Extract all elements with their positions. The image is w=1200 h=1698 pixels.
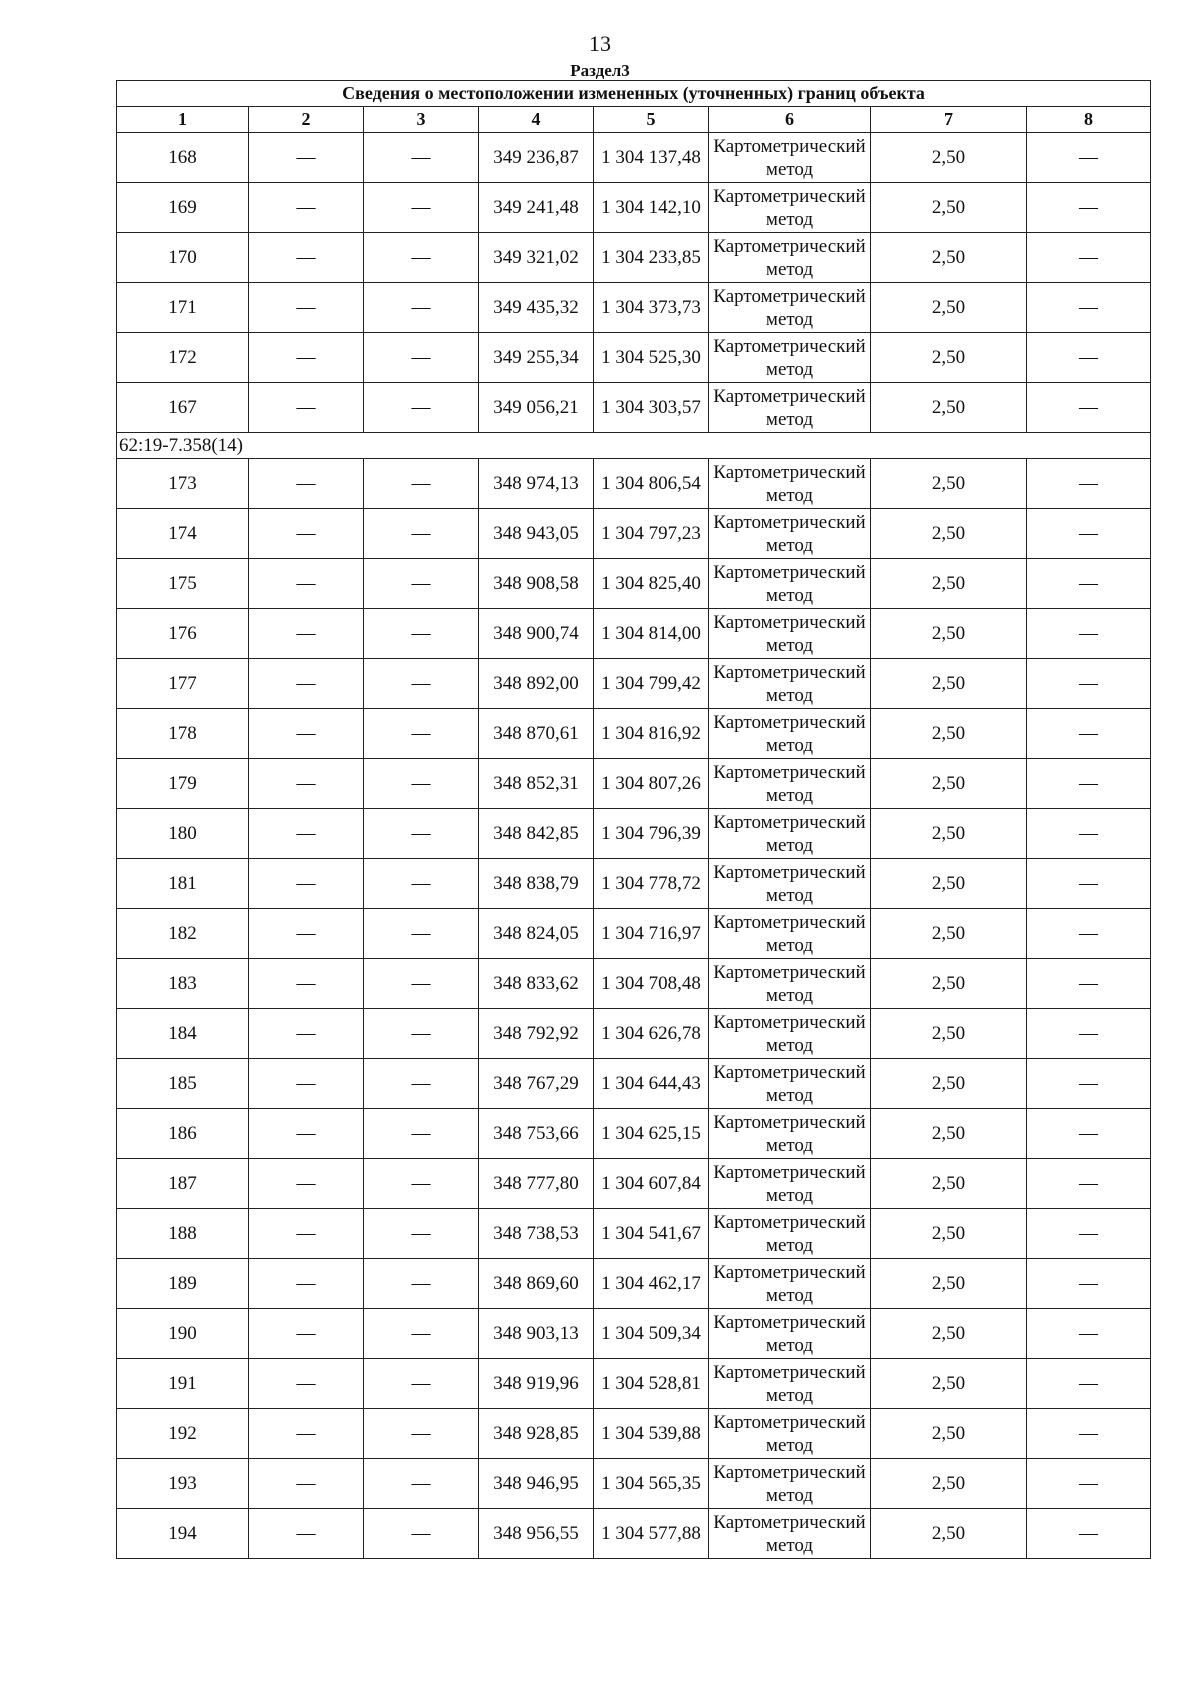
- x-coordinate-cell: 348 892,00: [479, 659, 594, 709]
- table-row: [117, 609, 1151, 659]
- col8-cell: —: [1027, 1309, 1151, 1359]
- col3-cell: —: [364, 1059, 479, 1109]
- table-row: [117, 509, 1151, 559]
- point-number-cell: 172: [117, 333, 249, 383]
- accuracy-cell: 2,50: [871, 283, 1027, 333]
- col3-cell: —: [364, 959, 479, 1009]
- x-coordinate-cell: 348 824,05: [479, 909, 594, 959]
- x-coordinate-cell: 348 870,61: [479, 709, 594, 759]
- col8-cell: —: [1027, 133, 1151, 183]
- accuracy-cell: 2,50: [871, 233, 1027, 283]
- accuracy-cell: 2,50: [871, 509, 1027, 559]
- accuracy-cell: 2,50: [871, 909, 1027, 959]
- method-cell: Картометрический метод: [709, 283, 871, 333]
- accuracy-cell: 2,50: [871, 383, 1027, 433]
- accuracy-cell: 2,50: [871, 759, 1027, 809]
- point-number-cell: 180: [117, 809, 249, 859]
- col8-cell: —: [1027, 183, 1151, 233]
- table-row: [117, 283, 1151, 333]
- col8-cell: —: [1027, 1409, 1151, 1459]
- y-coordinate-cell: 1 304 577,88: [594, 1509, 709, 1559]
- method-cell: Картометрический метод: [709, 459, 871, 509]
- accuracy-cell: 2,50: [871, 1359, 1027, 1409]
- table-row: [117, 1359, 1151, 1409]
- col3-cell: —: [364, 759, 479, 809]
- col8-cell: —: [1027, 459, 1151, 509]
- method-cell: Картометрический метод: [709, 133, 871, 183]
- col3-cell: —: [364, 559, 479, 609]
- x-coordinate-cell: 349 321,02: [479, 233, 594, 283]
- table-row: [117, 1459, 1151, 1509]
- col3-cell: —: [364, 809, 479, 859]
- method-cell: Картометрический метод: [709, 1159, 871, 1209]
- x-coordinate-cell: 348 903,13: [479, 1309, 594, 1359]
- col2-cell: —: [249, 1509, 364, 1559]
- col3-cell: —: [364, 459, 479, 509]
- accuracy-cell: 2,50: [871, 959, 1027, 1009]
- table-row: [117, 859, 1151, 909]
- column-header: 6: [709, 107, 871, 133]
- y-coordinate-cell: 1 304 816,92: [594, 709, 709, 759]
- accuracy-cell: 2,50: [871, 809, 1027, 859]
- col2-cell: —: [249, 1209, 364, 1259]
- method-cell: Картометрический метод: [709, 1059, 871, 1109]
- table-header-row: [117, 107, 1151, 133]
- method-cell: Картометрический метод: [709, 859, 871, 909]
- y-coordinate-cell: 1 304 708,48: [594, 959, 709, 1009]
- col8-cell: —: [1027, 709, 1151, 759]
- col3-cell: —: [364, 1309, 479, 1359]
- x-coordinate-cell: 348 974,13: [479, 459, 594, 509]
- table-row: [117, 233, 1151, 283]
- col8-cell: —: [1027, 233, 1151, 283]
- method-cell: Картометрический метод: [709, 659, 871, 709]
- column-header: 5: [594, 107, 709, 133]
- x-coordinate-cell: 348 753,66: [479, 1109, 594, 1159]
- point-number-cell: 185: [117, 1059, 249, 1109]
- col2-cell: —: [249, 959, 364, 1009]
- point-number-cell: 192: [117, 1409, 249, 1459]
- y-coordinate-cell: 1 304 825,40: [594, 559, 709, 609]
- boundary-coordinates-table: [116, 80, 1151, 1559]
- method-cell: Картометрический метод: [709, 1309, 871, 1359]
- method-cell: Картометрический метод: [709, 1259, 871, 1309]
- col3-cell: —: [364, 133, 479, 183]
- y-coordinate-cell: 1 304 814,00: [594, 609, 709, 659]
- y-coordinate-cell: 1 304 525,30: [594, 333, 709, 383]
- point-number-cell: 191: [117, 1359, 249, 1409]
- col3-cell: —: [364, 283, 479, 333]
- page-number: 13: [589, 31, 611, 56]
- col2-cell: —: [249, 1259, 364, 1309]
- accuracy-cell: 2,50: [871, 459, 1027, 509]
- col2-cell: —: [249, 1459, 364, 1509]
- x-coordinate-cell: 348 842,85: [479, 809, 594, 859]
- col3-cell: —: [364, 659, 479, 709]
- x-coordinate-cell: 348 738,53: [479, 1209, 594, 1259]
- x-coordinate-cell: 348 946,95: [479, 1459, 594, 1509]
- x-coordinate-cell: 348 869,60: [479, 1259, 594, 1309]
- col2-cell: —: [249, 609, 364, 659]
- y-coordinate-cell: 1 304 509,34: [594, 1309, 709, 1359]
- table-row: [117, 133, 1151, 183]
- accuracy-cell: 2,50: [871, 1209, 1027, 1259]
- col2-cell: —: [249, 559, 364, 609]
- col3-cell: —: [364, 859, 479, 909]
- col8-cell: —: [1027, 759, 1151, 809]
- method-cell: Картометрический метод: [709, 1109, 871, 1159]
- table-row: [117, 709, 1151, 759]
- col2-cell: —: [249, 509, 364, 559]
- x-coordinate-cell: 348 792,92: [479, 1009, 594, 1059]
- col3-cell: —: [364, 909, 479, 959]
- col3-cell: —: [364, 1109, 479, 1159]
- col3-cell: —: [364, 1409, 479, 1459]
- method-cell: Картометрический метод: [709, 909, 871, 959]
- method-cell: Картометрический метод: [709, 1409, 871, 1459]
- col2-cell: —: [249, 859, 364, 909]
- col8-cell: —: [1027, 1009, 1151, 1059]
- method-cell: Картометрический метод: [709, 1459, 871, 1509]
- col3-cell: —: [364, 1509, 479, 1559]
- table-row: [117, 383, 1151, 433]
- table-row: [117, 1159, 1151, 1209]
- x-coordinate-cell: 348 919,96: [479, 1359, 594, 1409]
- col8-cell: —: [1027, 283, 1151, 333]
- y-coordinate-cell: 1 304 565,35: [594, 1459, 709, 1509]
- column-header: 1: [117, 107, 249, 133]
- col3-cell: —: [364, 1209, 479, 1259]
- column-header: 4: [479, 107, 594, 133]
- table-row: [117, 1109, 1151, 1159]
- group-label: 62:19-7.358(14): [117, 433, 1151, 459]
- method-cell: Картометрический метод: [709, 383, 871, 433]
- x-coordinate-cell: 348 777,80: [479, 1159, 594, 1209]
- col2-cell: —: [249, 183, 364, 233]
- accuracy-cell: 2,50: [871, 1259, 1027, 1309]
- col3-cell: —: [364, 1159, 479, 1209]
- point-number-cell: 168: [117, 133, 249, 183]
- point-number-cell: 187: [117, 1159, 249, 1209]
- table-row: [117, 1309, 1151, 1359]
- y-coordinate-cell: 1 304 142,10: [594, 183, 709, 233]
- y-coordinate-cell: 1 304 797,23: [594, 509, 709, 559]
- point-number-cell: 186: [117, 1109, 249, 1159]
- col8-cell: —: [1027, 659, 1151, 709]
- col2-cell: —: [249, 909, 364, 959]
- group-row: [117, 433, 1151, 459]
- table-caption-row: [117, 81, 1151, 107]
- y-coordinate-cell: 1 304 303,57: [594, 383, 709, 433]
- point-number-cell: 171: [117, 283, 249, 333]
- method-cell: Картометрический метод: [709, 1009, 871, 1059]
- point-number-cell: 194: [117, 1509, 249, 1559]
- point-number-cell: 189: [117, 1259, 249, 1309]
- point-number-cell: 182: [117, 909, 249, 959]
- col3-cell: —: [364, 1459, 479, 1509]
- x-coordinate-cell: 348 908,58: [479, 559, 594, 609]
- col8-cell: —: [1027, 559, 1151, 609]
- point-number-cell: 184: [117, 1009, 249, 1059]
- table-row: [117, 759, 1151, 809]
- method-cell: Картометрический метод: [709, 1209, 871, 1259]
- y-coordinate-cell: 1 304 541,67: [594, 1209, 709, 1259]
- x-coordinate-cell: 349 056,21: [479, 383, 594, 433]
- accuracy-cell: 2,50: [871, 1509, 1027, 1559]
- accuracy-cell: 2,50: [871, 1309, 1027, 1359]
- x-coordinate-cell: 349 241,48: [479, 183, 594, 233]
- table-row: [117, 559, 1151, 609]
- point-number-cell: 178: [117, 709, 249, 759]
- accuracy-cell: 2,50: [871, 1459, 1027, 1509]
- col8-cell: —: [1027, 1109, 1151, 1159]
- col3-cell: —: [364, 509, 479, 559]
- table-row: [117, 1259, 1151, 1309]
- col2-cell: —: [249, 283, 364, 333]
- col2-cell: —: [249, 333, 364, 383]
- col2-cell: —: [249, 1159, 364, 1209]
- table-row: [117, 459, 1151, 509]
- col8-cell: —: [1027, 333, 1151, 383]
- col8-cell: —: [1027, 1209, 1151, 1259]
- accuracy-cell: 2,50: [871, 859, 1027, 909]
- y-coordinate-cell: 1 304 799,42: [594, 659, 709, 709]
- y-coordinate-cell: 1 304 137,48: [594, 133, 709, 183]
- y-coordinate-cell: 1 304 625,15: [594, 1109, 709, 1159]
- col8-cell: —: [1027, 1159, 1151, 1209]
- accuracy-cell: 2,50: [871, 709, 1027, 759]
- table-row: [117, 183, 1151, 233]
- col8-cell: —: [1027, 1459, 1151, 1509]
- x-coordinate-cell: 349 255,34: [479, 333, 594, 383]
- col8-cell: —: [1027, 909, 1151, 959]
- accuracy-cell: 2,50: [871, 559, 1027, 609]
- accuracy-cell: 2,50: [871, 659, 1027, 709]
- x-coordinate-cell: 348 838,79: [479, 859, 594, 909]
- col2-cell: —: [249, 659, 364, 709]
- accuracy-cell: 2,50: [871, 609, 1027, 659]
- table-row: [117, 809, 1151, 859]
- x-coordinate-cell: 349 435,32: [479, 283, 594, 333]
- y-coordinate-cell: 1 304 644,43: [594, 1059, 709, 1109]
- y-coordinate-cell: 1 304 778,72: [594, 859, 709, 909]
- col2-cell: —: [249, 1359, 364, 1409]
- y-coordinate-cell: 1 304 462,17: [594, 1259, 709, 1309]
- point-number-cell: 167: [117, 383, 249, 433]
- col2-cell: —: [249, 133, 364, 183]
- col2-cell: —: [249, 459, 364, 509]
- table-caption: Сведения о местоположении измененных (уточненных) границ объекта: [117, 81, 1151, 107]
- point-number-cell: 175: [117, 559, 249, 609]
- col3-cell: —: [364, 1009, 479, 1059]
- column-header: 3: [364, 107, 479, 133]
- table-row: [117, 1059, 1151, 1109]
- col3-cell: —: [364, 333, 479, 383]
- method-cell: Картометрический метод: [709, 183, 871, 233]
- col3-cell: —: [364, 1259, 479, 1309]
- col2-cell: —: [249, 383, 364, 433]
- y-coordinate-cell: 1 304 373,73: [594, 283, 709, 333]
- col8-cell: —: [1027, 809, 1151, 859]
- col2-cell: —: [249, 1059, 364, 1109]
- col2-cell: —: [249, 809, 364, 859]
- method-cell: Картометрический метод: [709, 559, 871, 609]
- accuracy-cell: 2,50: [871, 1059, 1027, 1109]
- col3-cell: —: [364, 709, 479, 759]
- accuracy-cell: 2,50: [871, 1159, 1027, 1209]
- section-title: Раздел3: [570, 61, 630, 80]
- col8-cell: —: [1027, 959, 1151, 1009]
- accuracy-cell: 2,50: [871, 1109, 1027, 1159]
- col2-cell: —: [249, 1309, 364, 1359]
- y-coordinate-cell: 1 304 539,88: [594, 1409, 709, 1459]
- col8-cell: —: [1027, 509, 1151, 559]
- point-number-cell: 176: [117, 609, 249, 659]
- accuracy-cell: 2,50: [871, 333, 1027, 383]
- point-number-cell: 183: [117, 959, 249, 1009]
- accuracy-cell: 2,50: [871, 1009, 1027, 1059]
- point-number-cell: 177: [117, 659, 249, 709]
- point-number-cell: 188: [117, 1209, 249, 1259]
- column-header: 8: [1027, 107, 1151, 133]
- x-coordinate-cell: 348 928,85: [479, 1409, 594, 1459]
- x-coordinate-cell: 349 236,87: [479, 133, 594, 183]
- point-number-cell: 170: [117, 233, 249, 283]
- method-cell: Картометрический метод: [709, 333, 871, 383]
- accuracy-cell: 2,50: [871, 133, 1027, 183]
- column-header: 7: [871, 107, 1027, 133]
- col8-cell: —: [1027, 383, 1151, 433]
- point-number-cell: 181: [117, 859, 249, 909]
- table-row: [117, 1509, 1151, 1559]
- point-number-cell: 193: [117, 1459, 249, 1509]
- method-cell: Картометрический метод: [709, 709, 871, 759]
- col2-cell: —: [249, 1409, 364, 1459]
- y-coordinate-cell: 1 304 796,39: [594, 809, 709, 859]
- point-number-cell: 169: [117, 183, 249, 233]
- y-coordinate-cell: 1 304 806,54: [594, 459, 709, 509]
- x-coordinate-cell: 348 943,05: [479, 509, 594, 559]
- x-coordinate-cell: 348 900,74: [479, 609, 594, 659]
- y-coordinate-cell: 1 304 607,84: [594, 1159, 709, 1209]
- method-cell: Картометрический метод: [709, 233, 871, 283]
- table-row: [117, 333, 1151, 383]
- col3-cell: —: [364, 609, 479, 659]
- table-row: [117, 909, 1151, 959]
- method-cell: Картометрический метод: [709, 609, 871, 659]
- col2-cell: —: [249, 1109, 364, 1159]
- col8-cell: —: [1027, 1059, 1151, 1109]
- col8-cell: —: [1027, 1259, 1151, 1309]
- col3-cell: —: [364, 1359, 479, 1409]
- col8-cell: —: [1027, 1509, 1151, 1559]
- table-row: [117, 1009, 1151, 1059]
- y-coordinate-cell: 1 304 233,85: [594, 233, 709, 283]
- method-cell: Картометрический метод: [709, 1509, 871, 1559]
- table-row: [117, 959, 1151, 1009]
- col2-cell: —: [249, 709, 364, 759]
- col2-cell: —: [249, 233, 364, 283]
- method-cell: Картометрический метод: [709, 959, 871, 1009]
- col8-cell: —: [1027, 609, 1151, 659]
- col3-cell: —: [364, 383, 479, 433]
- point-number-cell: 190: [117, 1309, 249, 1359]
- point-number-cell: 173: [117, 459, 249, 509]
- col3-cell: —: [364, 183, 479, 233]
- col2-cell: —: [249, 1009, 364, 1059]
- method-cell: Картометрический метод: [709, 1359, 871, 1409]
- x-coordinate-cell: 348 956,55: [479, 1509, 594, 1559]
- accuracy-cell: 2,50: [871, 1409, 1027, 1459]
- table-row: [117, 1209, 1151, 1259]
- x-coordinate-cell: 348 852,31: [479, 759, 594, 809]
- method-cell: Картометрический метод: [709, 759, 871, 809]
- x-coordinate-cell: 348 767,29: [479, 1059, 594, 1109]
- accuracy-cell: 2,50: [871, 183, 1027, 233]
- col2-cell: —: [249, 759, 364, 809]
- x-coordinate-cell: 348 833,62: [479, 959, 594, 1009]
- table-row: [117, 1409, 1151, 1459]
- y-coordinate-cell: 1 304 528,81: [594, 1359, 709, 1409]
- y-coordinate-cell: 1 304 626,78: [594, 1009, 709, 1059]
- col3-cell: —: [364, 233, 479, 283]
- method-cell: Картометрический метод: [709, 809, 871, 859]
- point-number-cell: 174: [117, 509, 249, 559]
- col8-cell: —: [1027, 1359, 1151, 1409]
- column-header: 2: [249, 107, 364, 133]
- y-coordinate-cell: 1 304 716,97: [594, 909, 709, 959]
- point-number-cell: 179: [117, 759, 249, 809]
- y-coordinate-cell: 1 304 807,26: [594, 759, 709, 809]
- table-row: [117, 659, 1151, 709]
- method-cell: Картометрический метод: [709, 509, 871, 559]
- col8-cell: —: [1027, 859, 1151, 909]
